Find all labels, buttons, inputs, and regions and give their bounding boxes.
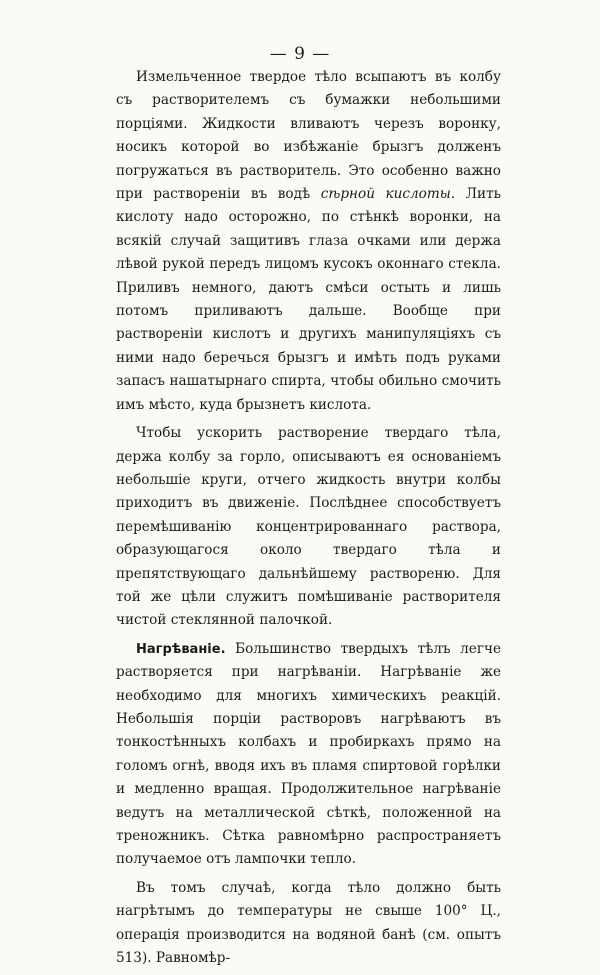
page-number: — 9 —: [269, 44, 331, 64]
italic-term-sulfuric-acid: сѣрной кислоты: [320, 186, 451, 203]
section-heading-heating: Нагрѣваніе.: [136, 641, 226, 657]
body-text: Въ томъ случаѣ, когда тѣло должно быть нагрѣтымъ до температуры не свыше 100° Ц., операція производится на водяной банѣ (см. опытъ 513). Равномѣр-: [116, 879, 501, 967]
body-text: Измельченное твердое тѣло всыпаютъ въ колбу съ растворителемъ съ бумажки небольшими порціями. Жидкости вливаютъ черезъ воронку, носикъ которой во избѣжаніе брызгъ долженъ погружаться въ растворитель. Это особенно важно при раствореніи въ водѣ: [116, 69, 501, 203]
paragraph-water-bath: [116, 877, 501, 971]
body-text: Чтобы ускорить растворение твердаго тѣла, держа колбу за горло, описываютъ ея основаніемъ небольшіе круги, отчего жидкость внутри колбы приходитъ въ движеніе. Послѣднее способствуетъ перемѣшиванію концентрированнаго раствора, образующагося около твердаго тѣла и препятствующаго дальнѣйшему раствореню. Для той же цѣли служитъ помѣшиваніе растворителя чистой стеклянной палочкой.: [116, 425, 501, 629]
paragraph-swirling-flask: [116, 422, 501, 633]
body-text: Большинство твердыхъ тѣлъ легче растворяется при нагрѣваніи. Нагрѣваніе же необходимо для многихъ химическихъ реакцій. Небольшія порціи растворовъ нагрѣваютъ въ тонкостѣнныхъ колбахъ и пробиркахъ прямо на голомъ огнѣ, вводя ихъ въ пламя спиртовой горѣлки и медленно вращая. Продолжительное нагрѣваніе ведутъ на металлической сѣткѣ, положенной на треножникъ. Сѣтка равномѣрно распространяетъ получаемое отъ лампочки тепло.: [116, 640, 501, 868]
paragraph-dissolving-solids: [116, 66, 501, 417]
paragraph-heating: [116, 638, 501, 872]
page-body: [116, 66, 501, 975]
body-text: . Лить кислоту надо осторожно, по стѣнкѣ воронки, на всякій случай защитивъ глаза очками или держа лѣвой рукой передъ лицомъ кусокъ оконнаго стекла. Приливъ немного, даютъ смѣси остыть и лишь потомъ приливаютъ дальше. Вообще при раствореніи кислотъ и другихъ манипуляціяхъ съ ними надо беречься брызгъ и имѣть подъ руками запасъ нашатырнаго спирта, чтобы обильно смочить имъ мѣсто, куда брызнетъ кислота.: [116, 186, 501, 413]
